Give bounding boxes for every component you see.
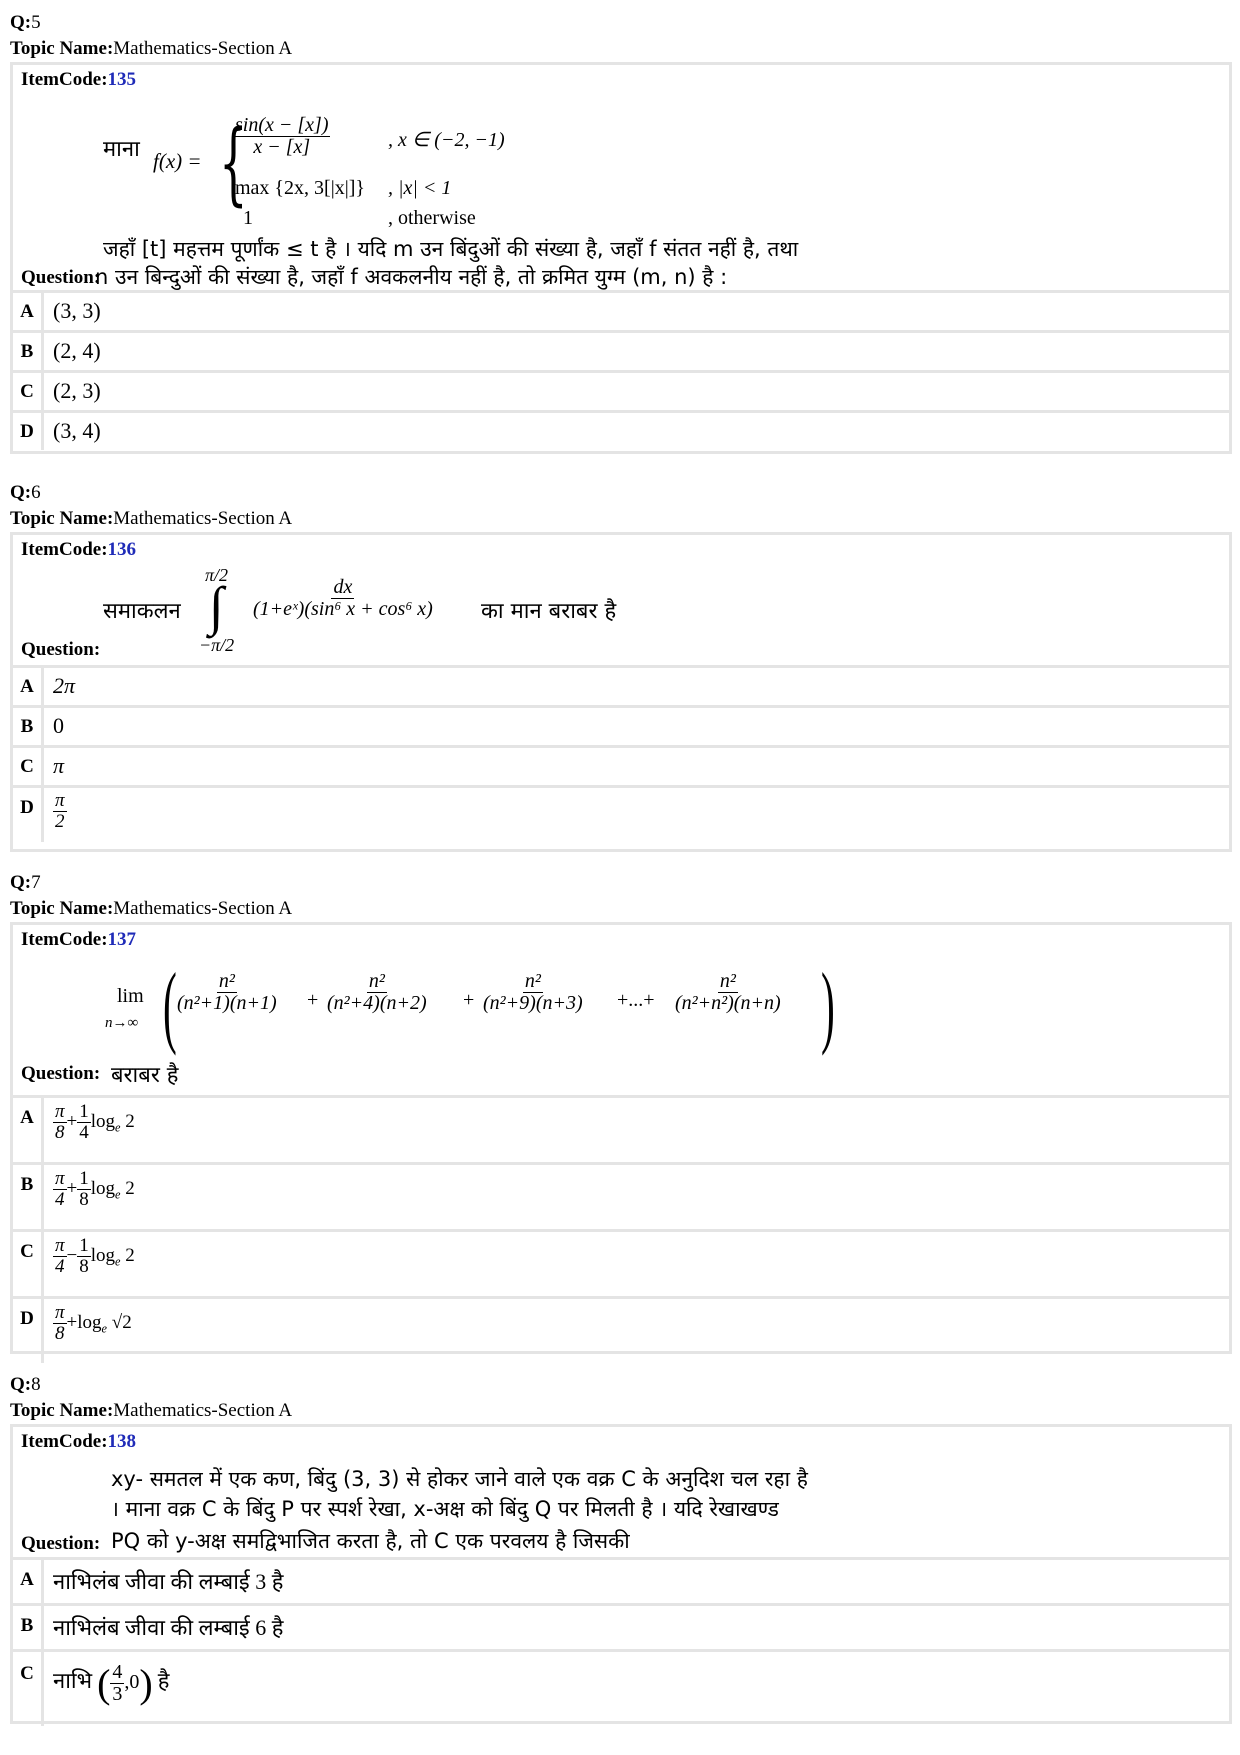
option-c[interactable]	[13, 1649, 1229, 1726]
option-b[interactable]	[13, 1162, 1229, 1229]
question-tail: बराबर है	[111, 1063, 179, 1088]
question-box	[10, 532, 1232, 852]
option-value: $\frac{\pi}{2}$	[55, 790, 65, 832]
plus-sign: +	[307, 989, 319, 1011]
option-label: B	[13, 708, 44, 745]
limit-subscript: n→∞	[105, 1015, 139, 1031]
question-label: Question:	[21, 267, 101, 288]
item-code: ItemCode:137	[21, 929, 137, 950]
option-label: B	[13, 333, 44, 370]
question-block-6	[10, 480, 1232, 852]
term-3: $\frac{\text{n²}}{\text{(n²+9)(n+3)}}$	[483, 970, 583, 1014]
let-word: माना	[103, 137, 140, 162]
term-1: $\frac{\text{n²}}{\text{(n²+1)(n+1)}}$	[177, 970, 277, 1014]
term-2: $\frac{\text{n²}}{\text{(n²+4)(n+2)}}$	[327, 970, 427, 1014]
question-number: Q:5	[10, 12, 41, 33]
option-d[interactable]	[13, 785, 1229, 842]
option-b[interactable]	[13, 1603, 1229, 1649]
limit-word: lim	[117, 985, 144, 1007]
option-value: नाभिलंब जीवा की लम्बाई 3 है	[53, 1569, 284, 1594]
question-label: Question:	[21, 1063, 101, 1084]
topic-name: Topic Name:Mathematics-Section A	[10, 38, 293, 59]
question-tail: का मान बराबर है	[481, 599, 617, 624]
option-label: D	[13, 1299, 44, 1363]
option-d[interactable]	[13, 1296, 1229, 1363]
option-value: $\frac{\pi}{4}$ − $\frac{1}{8}$ $\log_e 2$	[55, 1235, 135, 1277]
option-c[interactable]	[13, 370, 1229, 410]
option-label: C	[13, 1232, 44, 1296]
integrand: $\frac{dx}{\text{(1+eˣ)(sin⁶ x + cos⁶ x)}}$	[253, 576, 433, 620]
question-line-1: xy- समतल में एक कण, बिंदु (3, 3) से होकर जाने वाले एक वक्र C के अनुदिश चल रहा है	[111, 1467, 808, 1491]
function-name: f(x) =	[153, 149, 202, 173]
option-label: B	[13, 1606, 44, 1649]
question-body	[13, 955, 1229, 1095]
option-a[interactable]	[13, 1095, 1229, 1162]
option-value: (2, 3)	[53, 378, 101, 403]
term-n: $\frac{\text{n²}}{\text{(n²+n²)(n+n)}}$	[675, 970, 781, 1014]
option-value: (3, 3)	[53, 298, 101, 323]
question-number: Q:6	[10, 482, 41, 503]
option-value: (2, 4)	[53, 338, 101, 363]
question-label: Question:	[21, 639, 101, 660]
right-paren: )	[821, 954, 835, 1056]
upper-limit: π/2	[205, 565, 229, 585]
option-label: D	[13, 413, 44, 450]
option-a[interactable]	[13, 665, 1229, 705]
item-code: ItemCode:138	[21, 1431, 137, 1452]
item-code: ItemCode:135	[21, 69, 137, 90]
option-value: π	[53, 753, 65, 778]
question-line-2: n उन बिन्दुओं की संख्या है, जहाँ f अवकलनीय नहीं है, तो क्रमित युग्म (m, n) है :	[95, 265, 728, 289]
case-3-expression: 1	[243, 207, 253, 229]
option-c[interactable]	[13, 745, 1229, 785]
option-a[interactable]	[13, 290, 1229, 330]
option-label: C	[13, 1652, 44, 1726]
case-3-condition: , otherwise	[388, 207, 476, 229]
left-brace: {	[219, 111, 248, 216]
question-block-7	[10, 870, 1232, 1354]
option-value: $\frac{\pi}{8}$ + $\frac{1}{4}$ $\log_e 2$	[55, 1101, 135, 1143]
left-paren: (	[163, 954, 177, 1056]
question-body	[13, 95, 1229, 290]
option-d[interactable]	[13, 410, 1229, 450]
case-1-expression: $\frac{\sin(x - [x])}{x - [x]}$	[235, 114, 329, 158]
question-number: Q:7	[10, 872, 41, 893]
option-a[interactable]	[13, 1557, 1229, 1603]
question-label: Question:	[21, 1533, 101, 1554]
case-1-condition: , x ∈ (−2, −1)	[388, 129, 505, 151]
question-body	[13, 565, 1229, 665]
option-label: C	[13, 748, 44, 785]
question-box	[10, 62, 1232, 454]
option-value: 0	[53, 713, 64, 738]
question-block-8	[10, 1372, 1232, 1724]
option-label: A	[13, 668, 44, 705]
option-label: D	[13, 788, 44, 842]
plus-sign: +	[463, 989, 475, 1011]
item-code: ItemCode:136	[21, 539, 137, 560]
option-label: A	[13, 1560, 44, 1603]
option-b[interactable]	[13, 705, 1229, 745]
case-2-condition: , |x| < 1	[388, 177, 452, 199]
question-line-2: । माना वक्र C के बिंदु P पर स्पर्श रेखा, x-अक्ष को बिंदु Q पर मिलती है । यदि रेखाखण्ड	[111, 1497, 779, 1521]
option-label: A	[13, 293, 44, 330]
case-2-expression: max {2x, 3[|x|]}	[235, 177, 365, 199]
question-block-5	[10, 10, 1232, 454]
question-line-3: PQ को y-अक्ष समद्विभाजित करता है, तो C एक परवलय है जिसकी	[111, 1529, 630, 1553]
option-label: C	[13, 373, 44, 410]
option-label: B	[13, 1165, 44, 1229]
integral-sign: ∫	[209, 576, 224, 636]
lower-limit: −π/2	[199, 635, 235, 655]
option-value: (3, 4)	[53, 418, 101, 443]
question-line-1: जहाँ [t] महत्तम पूर्णांक ≤ t है । यदि m उन बिंदुओं की संख्या है, जहाँ f संतत नहीं है, तथा	[103, 237, 799, 261]
question-box	[10, 922, 1232, 1354]
topic-name: Topic Name:Mathematics-Section A	[10, 898, 293, 919]
option-label: A	[13, 1098, 44, 1162]
option-value: नाभिलंब जीवा की लम्बाई 6 है	[53, 1615, 284, 1640]
option-value: $\frac{\pi}{8}$ $+\log_e$ √2	[55, 1302, 132, 1344]
topic-name: Topic Name:Mathematics-Section A	[10, 508, 293, 529]
option-value: $\frac{\pi}{4}$ + $\frac{1}{8}$ $\log_e 2$	[55, 1168, 135, 1210]
question-box	[10, 1424, 1232, 1724]
option-c[interactable]	[13, 1229, 1229, 1296]
question-number: Q:8	[10, 1374, 41, 1395]
topic-name: Topic Name:Mathematics-Section A	[10, 1400, 293, 1421]
option-value: 2π	[53, 673, 76, 698]
option-value: नाभि ( $\frac{4}{3}$ ,0) है	[53, 1661, 170, 1706]
question-body	[13, 1457, 1229, 1557]
integral-word: समाकलन	[103, 599, 181, 624]
ellipsis: +...+	[617, 989, 655, 1011]
option-b[interactable]	[13, 330, 1229, 370]
